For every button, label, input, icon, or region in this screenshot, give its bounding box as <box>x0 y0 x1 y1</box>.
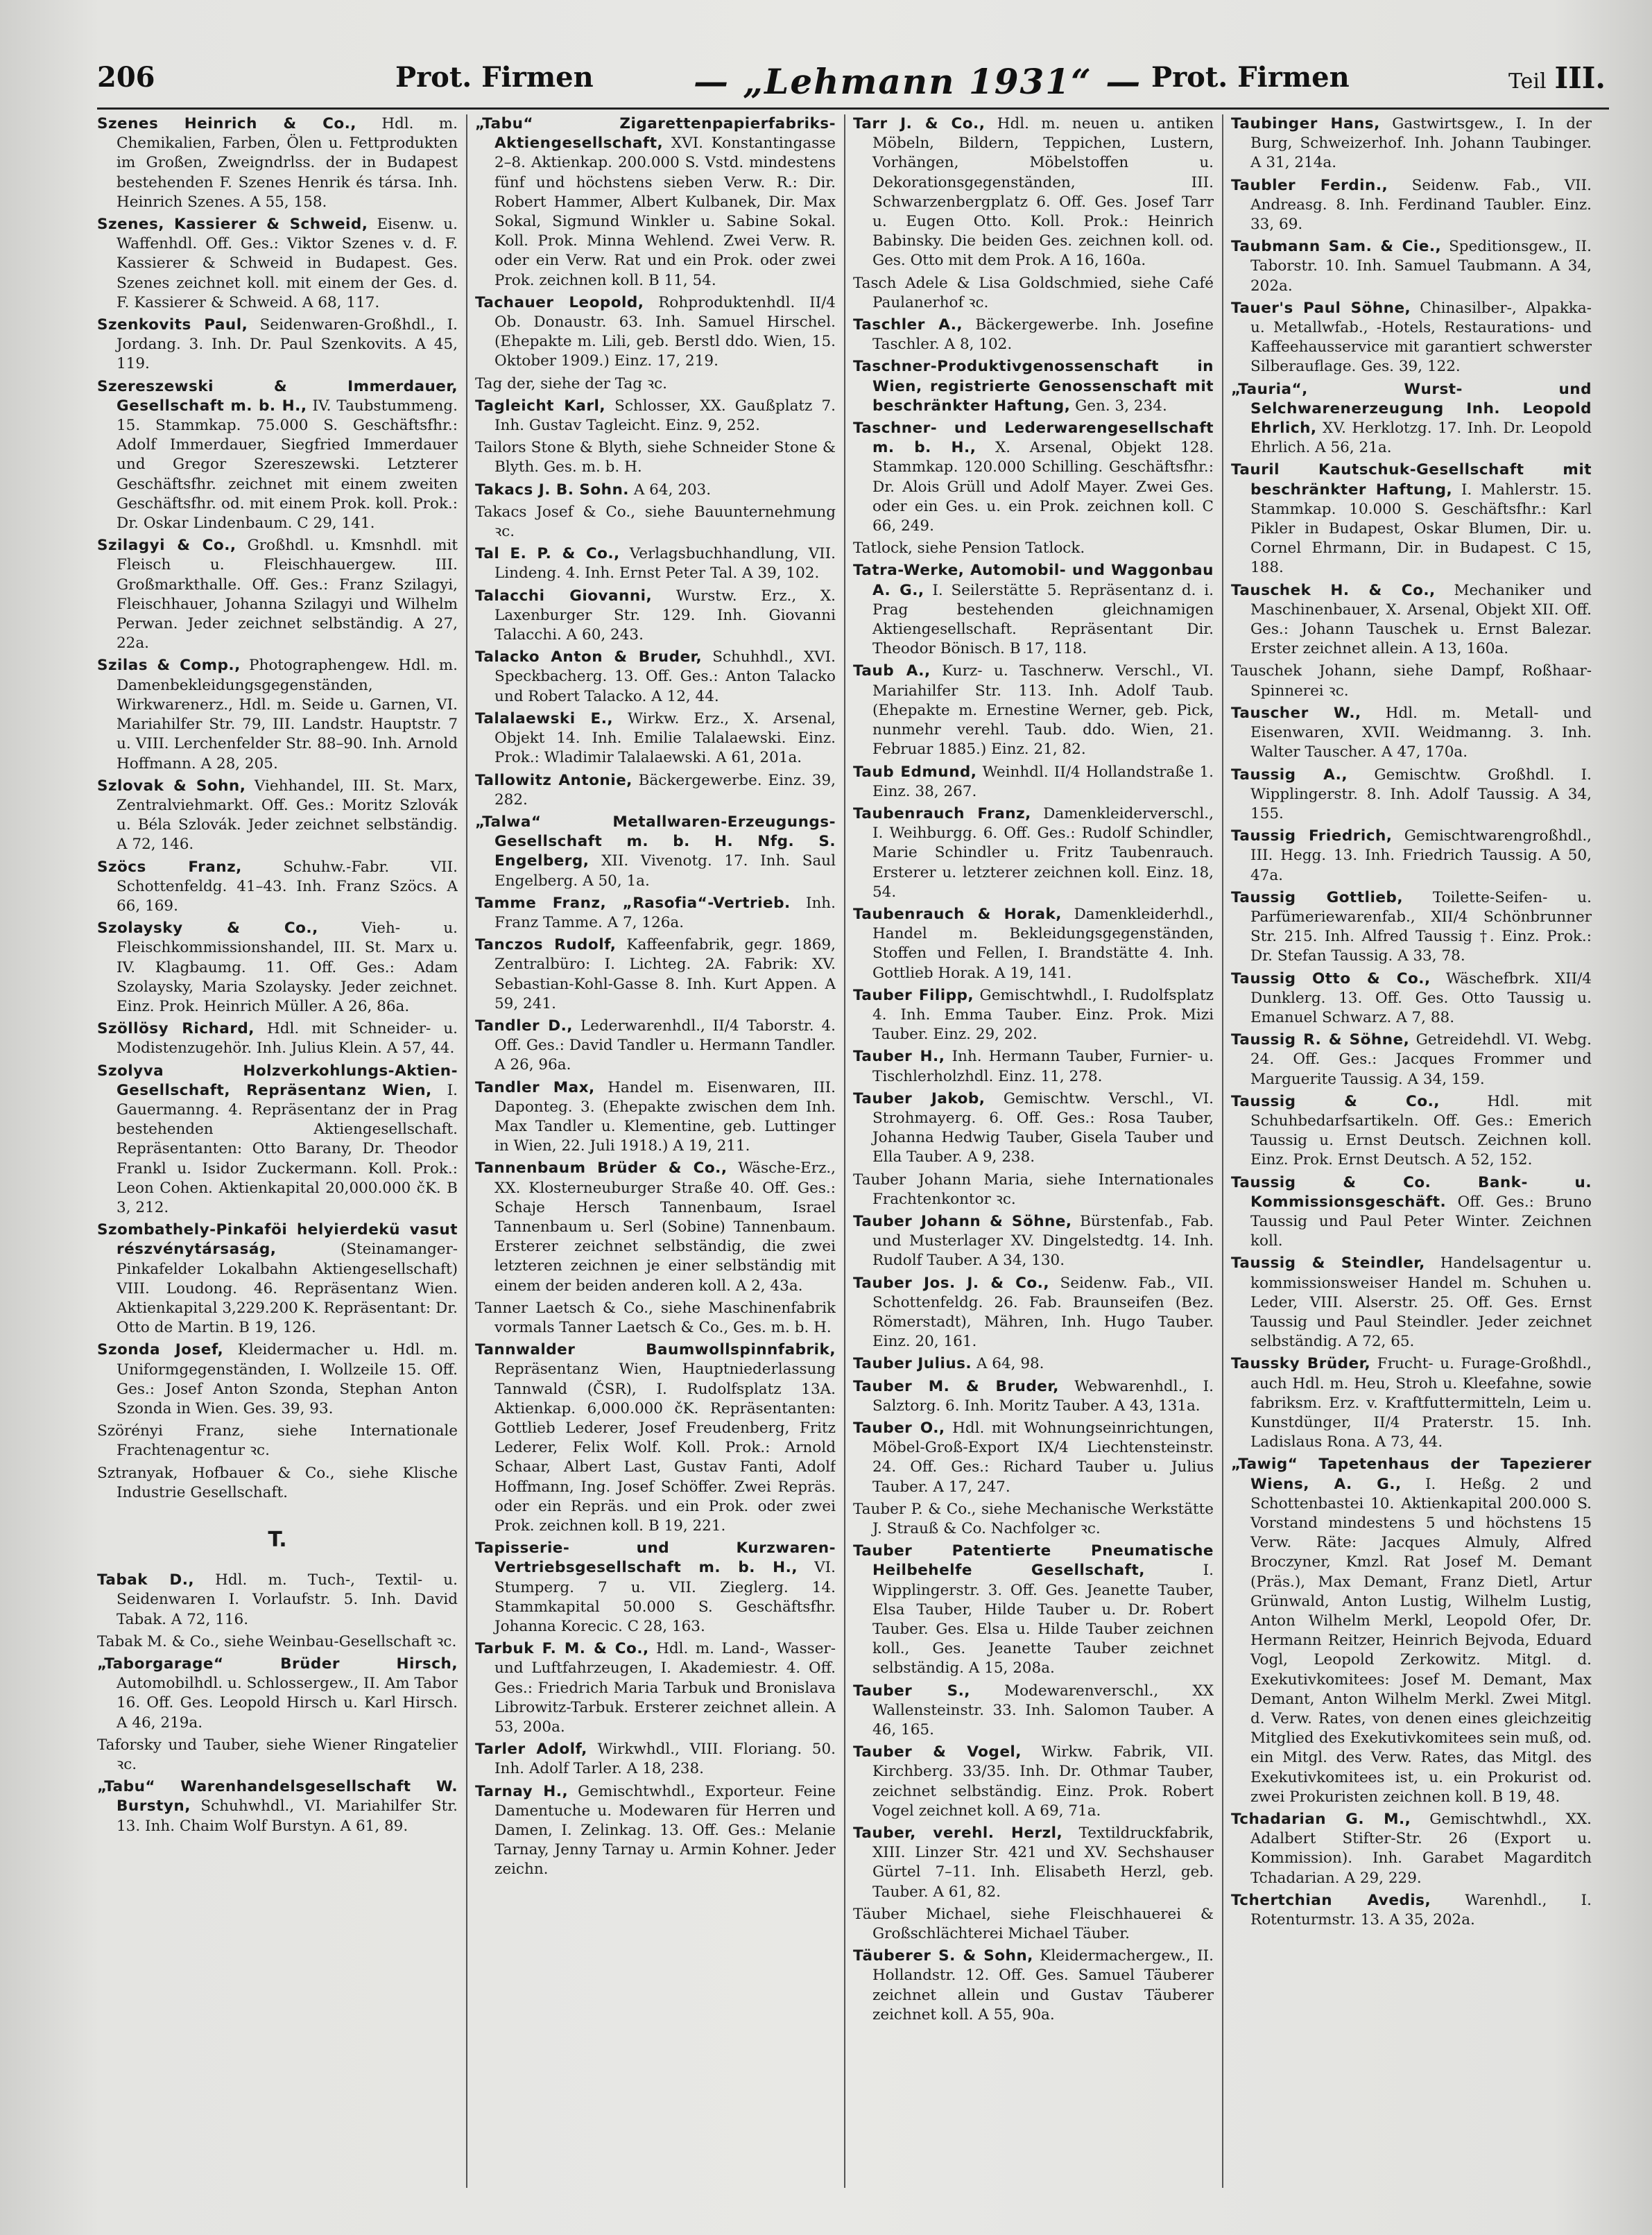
firm-name: Tauril Kautschuk-Gesellschaft mit beschränkter Haftung, <box>1231 461 1592 499</box>
directory-entry <box>853 1047 1214 1086</box>
directory-entry <box>475 1017 836 1076</box>
directory-entry <box>1231 299 1592 377</box>
directory-entry <box>853 986 1214 1045</box>
firm-name: Tauber Julius. <box>853 1355 972 1373</box>
entry-text: Gastwirtsgew., I. In der Burg, Schweizerhof. Inh. Johann Taubinger. A 31, 214a. <box>1250 115 1592 172</box>
entry-text: Inh. Hermann Tauber, Furnier- u. Tischlerholzhdl. Einz. 11, 278. <box>872 1048 1214 1085</box>
entry-text: Hdl. m. Tuch-, Textil- u. Seidenwaren I. Vorlaufstr. 5. Inh. David Tabak. A 72, 116. <box>117 1571 458 1628</box>
firm-name: Taubmann Sam. & Cie., <box>1231 238 1442 256</box>
directory-entry <box>475 587 836 646</box>
firm-name: Taussig & Co. Bank- u. Kommissionsgeschäft. <box>1231 1173 1592 1211</box>
firm-name: Tauber Filipp, <box>853 986 974 1004</box>
directory-entry <box>475 438 836 477</box>
entry-text: Getreidehdl. VI. Webg. 24. Off. Ges.: Jacques Frommer und Marguerite Taussig. A 34, 159. <box>1250 1031 1592 1088</box>
firm-name: Taussig R. & Söhne, <box>1231 1031 1410 1049</box>
entry-text: Seidenwaren-Großhdl., I. Jordang. 3. Inh. Dr. Paul Szenkovits. A 45, 119. <box>117 316 458 373</box>
entry-text: Automobilhdl. u. Schlossergew., II. Am Tabor 16. Off. Ges. Leopold Hirsch u. Karl Hirsch. A 46, 219a. <box>117 1675 458 1732</box>
firm-name: Tauber M. & Bruder, <box>853 1377 1059 1395</box>
directory-entry <box>475 1159 836 1295</box>
entry-text: Vieh- u. Fleischkommissionshandel, III. St. Marx u. IV. Klagbaumg. 11. Off. Ges.: Adam Szolaysky, Maria Szolaysky. Jeder zeichnet. Einz. Prok. Heinrich Müller. A 26, 86a. <box>117 920 458 1015</box>
directory-entry <box>1231 1030 1592 1089</box>
entry-text: Bäckergewerbe. Einz. 39, 282. <box>494 771 836 809</box>
firm-name: Tachauer Leopold, <box>475 293 644 311</box>
entry-text: Frucht- u. Furage-Großhdl., auch Hdl. m. Heu, Stroh u. Kleefahne, sowie fabriksm. Erz. v. Kraftfuttermitteln, Leim u. Kunstdünger, II/4 Praterstr. 15. Inh. Ladislaus Rona. A 73, 44. <box>1250 1355 1592 1451</box>
directory-entry <box>1231 827 1592 886</box>
directory-entry <box>475 293 836 372</box>
entry-text: Photographengew. Hdl. m. Damenbekleidungsgegenständen, Wirkwarenerz., Hdl. m. Seide u. Garnen, VI. Mariahilfer Str. 79, III. Landstr. Hauptstr. 7 u. VIII. Lerchenfelder Str. 88–90. Inh. Arnold Hoffmann. A 28, 205. <box>117 657 458 773</box>
entry-text: Weinhdl. II/4 Hollandstraße 1. Einz. 38, 267. <box>872 763 1214 800</box>
entry-text: I. Heßg. 2 und Schottenbastei 10. Aktienkapital 200.000 S. Vorstand mindestens 5 und höchstens 15 Verw. Räte: Jacques Almuly, Alfred Broczyner, Kmzl. Rat Josef M. Demant (Präs.), Max Demant, Franz Dietl, Artur Grünwald, Anton Lustig, Wilhelm Lustig, Anton Wilhelm Merkl, Leopold Ofer, Dr. Hermann Reitzer, Heinrich Bejvoda, Eduard Vogl, Leopold Zerkowitz. Mitgl. d. Exekutivkomitees: Josef M. Demant, Max Demant, Anton Wilhelm Merkl. Zwei Mitgl. d. Verw. Rates, von denen eines gleichzeitig Mitglied des Exekutivkomitees sein muß, od. ein Mitgl. des Verw. Rates, das Mitgl. des Exekutivkomitees ist, u. ein Prokurist od. zwei Prokuristen zeichnen koll. B 19, 48. <box>1250 1475 1592 1806</box>
entry-text: Webwarenhdl., I. Salztorg. 6. Inh. Moritz Tauber. A 43, 131a. <box>872 1377 1214 1415</box>
directory-entry <box>475 544 836 583</box>
firm-name: Taussky Brüder, <box>1231 1355 1371 1373</box>
firm-name: Tarler Adolf, <box>475 1741 587 1759</box>
directory-entry <box>853 1171 1214 1209</box>
directory-entry <box>1231 1891 1592 1930</box>
directory-entry <box>1231 581 1592 659</box>
entry-text: Lederwarenhdl., II/4 Taborstr. 4. Off. Ges.: David Tandler u. Hermann Tandler. A 26, 96a. <box>494 1017 836 1074</box>
firm-name: Tabak D., <box>97 1571 195 1589</box>
directory-entry <box>475 1539 836 1637</box>
firm-name: Taubinger Hans, <box>1231 115 1380 132</box>
directory-entry <box>475 503 836 542</box>
directory-entry <box>97 316 458 374</box>
entry-text: A 64, 203. <box>633 481 712 499</box>
entry-text: Tauber Johann Maria, siehe Internationales Frachtenkontor ꝛc. <box>853 1171 1214 1208</box>
entry-text: Tailors Stone & Blyth, siehe Schneider Stone & Blyth. Ges. m. b. H. <box>475 439 836 476</box>
firm-name: Taub A., <box>853 662 931 680</box>
entry-text: Gemischtw. Verschl., VI. Strohmayerg. 6. Off. Ges.: Rosa Tauber, Johanna Hedwig Tauber, Gisela Tauber und Ella Tauber. A 9, 238. <box>872 1089 1214 1166</box>
firm-name: Taubler Ferdin., <box>1231 176 1388 194</box>
directory-entry <box>1231 1092 1592 1171</box>
directory-entry <box>97 1777 458 1836</box>
directory-entry <box>1231 1173 1592 1252</box>
directory-entry <box>1231 176 1592 235</box>
firm-name: „Talwa“ Metallwaren-Erzeugungs-Gesellschaft m. b. H. Nfg. S. Engelberg, <box>475 813 836 870</box>
entry-text: Tatlock, siehe Pension Tatlock. <box>853 540 1085 558</box>
entry-text: Schlosser, XX. Gaußplatz 7. Inh. Gustav Tagleicht. Einz. 9, 252. <box>494 397 836 435</box>
directory-entry <box>475 1740 836 1779</box>
directory-entry <box>475 481 836 500</box>
directory-entry <box>475 709 836 768</box>
directory-entry <box>97 1019 458 1058</box>
firm-name: Tauer's Paul Söhne, <box>1231 299 1411 317</box>
columns <box>97 114 1609 2188</box>
firm-name: Tauber Jos. J. & Co., <box>853 1274 1050 1292</box>
firm-name: Tatra-Werke, Automobil- und Waggonbau A. G., <box>853 562 1214 599</box>
part-word: Teil <box>1508 69 1547 94</box>
firm-name: Szolaysky & Co., <box>97 920 318 938</box>
firm-name: Tandler Max, <box>475 1078 595 1096</box>
entry-text: XV. Herklotzg. 17. Inh. Dr. Leopold Ehrlich. A 56, 21a. <box>1250 420 1592 457</box>
directory-entry <box>1231 1254 1592 1352</box>
entry-text: I. Seilerstätte 5. Repräsentanz d. i. Prag bestehenden gleichnamigen Aktiengesellschaft. Repräsentant Dir. Theodor Bönisch. B 17, 118. <box>872 581 1214 658</box>
column-2 <box>475 114 836 2188</box>
firm-name: Taub Edmund, <box>853 763 977 781</box>
firm-name: Taschner- und Lederwarengesellschaft m. b. H., <box>853 420 1214 457</box>
directory-entry <box>97 656 458 773</box>
entry-text: Seidenw. Fab., VII. Schottenfeldg. 26. Fab. Braunseifen (Bez. Römerstadt), Mähren, Inh. Hugo Tauber. Einz. 20, 161. <box>872 1274 1214 1351</box>
directory-entry <box>97 777 458 855</box>
directory-entry <box>97 1655 458 1733</box>
entry-text: Damenkleiderhdl., Handel m. Bekleidungsgegenständen, Stoffen und Fellen, I. Brandstätte 4. Inh. Gottlieb Horak. A 19, 141. <box>872 905 1214 982</box>
entry-text: Kleidermacher u. Hdl. m. Uniformgegenständen, I. Wollzeile 15. Off. Ges.: Josef Anton Szonda, Stephan Anton Szonda in Wien. Ges. 39, 93. <box>117 1341 458 1417</box>
entry-text: Tabak M. & Co., siehe Weinbau-Gesellschaft ꝛc. <box>97 1632 457 1650</box>
entry-text: Tasch Adele & Lisa Goldschmied, siehe Café Paulanerhof ꝛc. <box>853 274 1214 311</box>
entry-text: Wirkw. Erz., X. Arsenal, Objekt 14. Inh. Emilie Talalaewski. Einz. Prok.: Wladimir Talalaewski. A 61, 201a. <box>494 709 836 767</box>
firm-name: Tauber S., <box>853 1682 970 1700</box>
column-divider <box>466 114 467 2188</box>
entry-text: Handel m. Eisenwaren, III. Daponteg. 3. (Ehepakte zwischen dem Inh. Max Tandler u. Klementine, geb. Luttinger in Wien, 22. Juli 1918.) A 19, 211. <box>494 1078 836 1155</box>
entry-text: Hdl. m. Metall- und Eisenwaren, XVII. Weidmanng. 3. Inh. Walter Tauscher. A 47, 170a. <box>1250 704 1592 761</box>
directory-entry <box>97 1571 458 1630</box>
directory-entry <box>475 935 836 1014</box>
directory-entry <box>853 1500 1214 1539</box>
firm-name: Szilagyi & Co., <box>97 537 236 555</box>
firm-name: Tauber, verehl. Herzl, <box>853 1824 1063 1843</box>
firm-name: Tauber H., <box>853 1048 945 1066</box>
directory-entry <box>853 1089 1214 1168</box>
entry-text: Bäckergewerbe. Inh. Josefine Taschler. A 8, 102. <box>872 316 1214 354</box>
directory-entry <box>97 1340 458 1419</box>
firm-name: „Tauria“, Wurst- und Selchwarenerzeugung Inh. Leopold Ehrlich, <box>1231 380 1592 438</box>
entry-text: XVI. Konstantingasse 2–8. Aktienkap. 200.000 S. Vstd. mindestens fünf und höchstens sieben Verw. R.: Dir. Robert Hammer, Albert Kulbanek, Dir. Max Sokal, Sigmund Winkler u. Sabine Sokal. Koll. Prok. Minna Wehlend. Zwei Verw. R. oder ein Verw. Rat und ein Prok. oder zwei Prok. zeichnen koll. B 11, 54. <box>494 135 836 289</box>
firm-name: Takacs J. B. Sohn. <box>475 481 629 499</box>
directory-entry <box>97 1632 458 1652</box>
entry-text: Szörényi Franz, siehe Internationale Frachtenagentur ꝛc. <box>97 1422 458 1460</box>
directory-entry <box>97 1464 458 1503</box>
column-1 <box>97 114 458 2188</box>
firm-name: Taussig A., <box>1231 766 1348 784</box>
firm-name: Tauber Johann & Söhne, <box>853 1212 1072 1230</box>
entry-text: Bürstenfab., Fab. und Musterlager XV. Dingelstedtg. 14. Inh. Rudolf Tauber. A 34, 130. <box>872 1212 1214 1270</box>
directory-entry <box>853 114 1214 271</box>
firm-name: Täuberer S. & Sohn, <box>853 1947 1033 1965</box>
entry-text: (Steinamanger-Pinkafelder Lokalbahn Aktiengesellschaft) VIII. Loudong. 46. Repräsentanz Wien. Aktienkapital 3,229.200 K. Repräsentant: Dr. Otto de Martin. B 19, 126. <box>117 1241 458 1337</box>
directory-entry <box>1231 969 1592 1028</box>
entry-text: Modewarenverschl., XX Wallensteinstr. 33. Inh. Salomon Tauber. A 46, 165. <box>872 1682 1214 1739</box>
firm-name: Talacko Anton & Bruder, <box>475 648 703 666</box>
firm-name: Talacchi Giovanni, <box>475 587 653 605</box>
entry-text: Tauschek Johann, siehe Dampf, Roßhaar-Spinnerei ꝛc. <box>1231 662 1592 700</box>
directory-entry <box>853 1274 1214 1352</box>
page-header <box>97 61 1609 103</box>
firm-name: Tauber Jakob, <box>853 1089 986 1107</box>
entry-text: I. Mahlerstr. 15. Stammkap. 10.000 S. Geschäftsfhr.: Karl Pikler in Budapest, Oskar Blumen, Dir. u. Cornel Ehrmann, Dir. in Budapest. C 15, 188. <box>1250 481 1592 577</box>
firm-name: Szenkovits Paul, <box>97 316 248 334</box>
directory-entry <box>475 813 836 891</box>
firm-name: Tarbuk F. M. & Co., <box>475 1640 649 1658</box>
firm-name: Tauber O., <box>853 1419 945 1437</box>
entry-text: Schuhwhdl., VI. Mariahilfer Str. 13. Inh. Chaim Wolf Burstyn. A 61, 89. <box>117 1797 458 1835</box>
directory-entry <box>97 377 458 534</box>
entry-text: Kleidermachergew., II. Hollandstr. 12. Off. Ges. Samuel Täuberer zeichnet allein und Gustav Täuberer zeichnet koll. A 55, 90a. <box>872 1947 1214 2023</box>
directory-entry <box>853 804 1214 902</box>
firm-name: Talalaewski E., <box>475 709 614 727</box>
directory-entry <box>1231 1810 1592 1888</box>
directory-entry <box>97 1422 458 1460</box>
directory-entry <box>97 536 458 653</box>
entry-text: Hdl. mit Wohnungseinrichtungen, Möbel-Groß-Export IX/4 Liechtensteinstr. 24. Off. Ges.: Richard Tauber u. Julius Tauber. A 17, 247. <box>872 1419 1214 1496</box>
firm-name: Tannenbaum Brüder & Co., <box>475 1159 728 1177</box>
entry-text: Wäsche-Erz., XX. Klosterneuburger Straße 40. Off. Ges.: Schaje Hersch Tannenbaum, Israel Tannenbaum u. Serl (Sobine) Tannenbaum. Ersterer zeichnet selbständig, die zwei letzteren zeichnen je einer selbständig mit einem der beiden anderen koll. A 2, 43a. <box>494 1159 836 1295</box>
directory-entry <box>97 919 458 1017</box>
entry-text: Taforsky und Tauber, siehe Wiener Ringatelier ꝛc. <box>97 1736 458 1774</box>
firm-name: Szonda Josef, <box>97 1341 224 1359</box>
firm-name: Tagleicht Karl, <box>475 397 606 415</box>
column-divider <box>844 114 845 2188</box>
directory-entry <box>475 894 836 933</box>
directory-entry <box>475 1782 836 1880</box>
entry-text: Sztranyak, Hofbauer & Co., siehe Klische Industrie Gesellschaft. <box>97 1464 458 1501</box>
entry-text: Kurz- u. Taschnerw. Verschl., VI. Mariahilfer Str. 113. Inh. Adolf Taub. (Ehepakte m. Ernestine Werner, geb. Pick, nunmehr verehl. Taub. ddo. Wien, 21. Februar 1885.) Einz. 21, 82. <box>872 662 1214 759</box>
directory-entry <box>97 858 458 917</box>
directory-entry <box>475 397 836 435</box>
header-right-title: Prot. Firmen <box>1151 61 1350 94</box>
entry-text: Hdl. m. Land-, Wasser- und Luftfahrzeugen, I. Akademiestr. 4. Off. Ges.: Friedrich Maria Tarbuk und Bronislava Librowitz-Tarbuk. Ersterer zeichnet allein. A 53, 200a. <box>494 1640 836 1736</box>
entry-text: Inh. Franz Tamme. A 7, 126a. <box>494 894 836 931</box>
firm-name: Tamme Franz, „Rasofia“-Vertrieb. <box>475 894 791 912</box>
entry-text: Handelsagentur u. kommissionsweiser Handel m. Schuhen u. Leder, VIII. Alserstr. 25. Off. Ges. Ernst Taussig und Paul Steindler. Jeder zeichnet selbständig. A 72, 65. <box>1250 1254 1592 1351</box>
firm-name: Szenes Heinrich & Co., <box>97 115 356 132</box>
part-number: III. <box>1554 61 1606 95</box>
directory-entry <box>1231 380 1592 458</box>
column-4 <box>1231 114 1592 2188</box>
firm-name: Tarnay H., <box>475 1782 569 1800</box>
firm-name: Tchertchian Avedis, <box>1231 1891 1431 1909</box>
directory-entry <box>853 1905 1214 1944</box>
firm-name: Szöcs Franz, <box>97 858 242 876</box>
entry-text: Seidenw. Fab., VII. Andreasg. 8. Inh. Ferdinand Taubler. Einz. 33, 69. <box>1250 176 1592 234</box>
directory-entry <box>97 215 458 313</box>
firm-name: Taussig & Co., <box>1231 1092 1440 1110</box>
directory-entry <box>97 114 458 212</box>
entry-text: Speditionsgew., II. Taborstr. 10. Inh. Samuel Taubmann. A 34, 202a. <box>1250 238 1592 295</box>
directory-entry <box>853 1947 1214 2025</box>
entry-text: Mechaniker und Maschinenbauer, X. Arsenal, Objekt XII. Off. Ges.: Johann Tauschek u. Ernst Balezar. Erster zeichnet allein. A 13, 160a. <box>1250 581 1592 658</box>
directory-entry <box>97 1062 458 1218</box>
entry-text: Toilette-Seifen- u. Parfümeriewarenfab., XII/4 Schönbrunner Str. 215. Inh. Alfred Taussig †. Einz. Prok.: Dr. Stefan Taussig. A 33, 78. <box>1250 888 1592 965</box>
firm-name: Tauber & Vogel, <box>853 1743 1022 1761</box>
entry-text: Wirkwhdl., VIII. Floriang. 50. Inh. Adolf Tarler. A 18, 238. <box>494 1741 836 1778</box>
directory-entry <box>853 1824 1214 1902</box>
entry-text: XII. Vivenotg. 17. Inh. Saul Engelberg. A 50, 1a. <box>494 852 836 890</box>
firm-name: Szolyva Holzverkohlungs-Aktien-Gesellschaft, Repräsentanz Wien, <box>97 1062 458 1099</box>
firm-name: Taubenrauch & Horak, <box>853 905 1062 923</box>
entry-text: Schuhhdl., XVI. Speckbacherg. 13. Off. Ges.: Anton Talacko und Robert Talacko. A 12, 44. <box>494 648 836 705</box>
firm-name: Szilas & Comp., <box>97 657 241 675</box>
firm-name: Szöllösy Richard, <box>97 1020 255 1038</box>
entry-text: Großhdl. u. Kmsnhdl. mit Fleisch u. Fleischhauergew. III. Großmarkthalle. Off. Ges.: Franz Szilagyi, Fleischhauer, Johanna Szilagyi und Wilhelm Perwan. Jeder zeichnet selbständig. A 27, 22a. <box>117 537 458 653</box>
entry-text: Off. Ges.: Bruno Taussig und Paul Peter Winter. Zeichnen koll. <box>1250 1193 1592 1250</box>
entry-text: Gemischtw. Großhdl. I. Wipplingerstr. 8. Inh. Adolf Taussig. A 34, 155. <box>1250 766 1592 822</box>
firm-name: Tannwalder Baumwollspinnfabrik, <box>475 1341 836 1359</box>
entry-text: Verlagsbuchhandlung, VII. Lindeng. 4. Inh. Ernst Peter Tal. A 39, 102. <box>494 545 836 583</box>
entry-text: X. Arsenal, Objekt 128. Stammkap. 120.000 Schilling. Geschäftsfhr.: Dr. Alois Grüll und Adolf Mayer. Zwei Ges. oder ein Ges. u. ein Prok. zeichnen koll. C 66, 249. <box>872 439 1214 535</box>
entry-text: Viehhandel, III. St. Marx, Zentralviehmarkt. Off. Ges.: Moritz Szlovák u. Béla Szlovák. Jeder zeichnet selbständig. A 72, 146. <box>117 777 458 854</box>
directory-entry <box>853 539 1214 558</box>
directory-entry <box>475 1299 836 1338</box>
header-center-title: — „Lehmann 1931“ — <box>694 61 1142 102</box>
header-rule <box>97 107 1609 110</box>
entry-text: Tag der, siehe der Tag ꝛc. <box>475 374 667 392</box>
entry-text: Rohproduktenhdl. II/4 Ob. Donaustr. 63. Inh. Samuel Hirschel. (Ehepakte m. Lili, geb. Berstl ddo. Wien, 15. Oktober 1909.) Einz. 17, 219. <box>494 293 836 370</box>
directory-entry <box>853 1743 1214 1821</box>
directory-entry <box>97 1736 458 1775</box>
directory-entry <box>853 316 1214 354</box>
directory-entry <box>1231 766 1592 825</box>
entry-text: Repräsentanz Wien, Hauptniederlassung Tannwald (ČSR), I. Rudolfsplatz 13A. Aktienkap. 6,000.000 čK. Repräsentanten: Gottlieb Lederer, Josef Freudenberg, Fritz Lederer, Felix Wolf. Koll. Prok.: Arnold Schaar, Albert Last, Gustav Fanti, Adolf Hoffmann, Ing. Josef Schöffer. Zwei Repräs. oder ein Repräs. und ein Prok. oder zwei Prok. zeichnen koll. B 19, 221. <box>494 1361 836 1535</box>
directory-entry <box>853 763 1214 802</box>
entry-text: Wäschefbrk. XII/4 Dunklerg. 13. Off. Ges. Otto Taussig u. Emanuel Schwarz. A 7, 88. <box>1250 969 1592 1026</box>
entry-text: Eisenw. u. Waffenhdl. Off. Ges.: Viktor Szenes v. d. F. Kassierer & Schweid in Budapest. Ges. Szenes zeichnet koll. mit einem der Ges. d. F. Kassierer & Schweid. A 68, 117. <box>117 216 458 311</box>
directory-entry <box>1231 662 1592 700</box>
entry-text: A 64, 98. <box>976 1355 1044 1373</box>
directory-entry <box>1231 704 1592 763</box>
firm-name: Szereszewski & Immerdauer, Gesellschaft m. b. H., <box>97 377 458 415</box>
directory-entry <box>475 771 836 810</box>
entry-text: Hdl. mit Schneider- u. Modistenzugehör. Inh. Julius Klein. A 57, 44. <box>117 1020 458 1058</box>
firm-name: „Tabu“ Warenhandelsgesellschaft W. Burstyn, <box>97 1778 458 1815</box>
firm-name: Taschler A., <box>853 316 963 334</box>
firm-name: „Taborgarage“ Brüder Hirsch, <box>97 1655 458 1673</box>
directory-entry <box>475 1340 836 1536</box>
entry-text: Tauber P. & Co., siehe Mechanische Werkstätte J. Strauß & Co. Nachfolger ꝛc. <box>853 1500 1214 1538</box>
firm-name: Tarr J. & Co., <box>853 115 986 132</box>
firm-name: Taussig Otto & Co., <box>1231 969 1431 987</box>
firm-name: Tauschek H. & Co., <box>1231 581 1436 599</box>
firm-name: Szenes, Kassierer & Schweid, <box>97 216 368 234</box>
entry-text: Chinasilber-, Alpakka- u. Metallwfab., -Hotels, Restaurations- und Kaffeehausservice mit garantiert schwerster Silberauflage. Ges. 39, 122. <box>1250 299 1592 376</box>
firm-name: „Tawig“ Tapetenhaus der Tapezierer Wiens, A. G., <box>1231 1456 1592 1493</box>
directory-entry <box>1231 237 1592 296</box>
directory-entry <box>853 905 1214 983</box>
entry-text: IV. Taubstummeng. 15. Stammkap. 75.000 S. Geschäftsfhr.: Adolf Immerdauer, Siegfried Immerdauer und Gregor Szereszewski. Letzterer Geschäftsfhr. zeichnet mit einem zweiten Geschäftsfhr. od. mit einem Prok. koll. Prok.: Dr. Oskar Lindenbaum. C 29, 141. <box>117 397 458 533</box>
entry-text: Gemischtwarengroßhdl., III. Hegg. 13. Inh. Friedrich Taussig. A 50, 47a. <box>1250 827 1592 884</box>
firm-name: Taussig Gottlieb, <box>1231 888 1403 906</box>
directory-entry <box>475 1639 836 1737</box>
entry-text: Hdl. m. Chemikalien, Farben, Ölen u. Fettprodukten im Großen, Zweigndrlss. der in Budapest bestehenden F. Szenes Henrik és társa. Inh. Heinrich Szenes. A 55, 158. <box>117 115 458 211</box>
entry-text: Gen. 3, 234. <box>1075 397 1167 415</box>
directory-entry <box>853 1682 1214 1741</box>
firm-name: Tapisserie- und Kurzwaren-Vertriebsgesellschaft m. b. H., <box>475 1539 836 1577</box>
directory-entry <box>475 1078 836 1157</box>
firm-name: Tanczos Rudolf, <box>475 936 617 954</box>
entry-text: Täuber Michael, siehe Fleischhauerei & Großschlächterei Michael Täuber. <box>853 1905 1214 1943</box>
column-divider <box>1222 114 1223 2188</box>
directory-entry <box>853 357 1214 416</box>
directory-entry <box>475 648 836 707</box>
directory-entry <box>853 1419 1214 1497</box>
entry-text: Hdl. m. neuen u. antiken Möbeln, Bildern, Teppichen, Lustern, Vorhängen, Möbelstoffen u. Dekorationsgegenständen, III. Schwarzenbergplatz 6. Off. Ges. Josef Tarr u. Eugen Otto. Koll. Prok.: Heinrich Babinsky. Die beiden Ges. zeichnen koll. od. Ges. Otto mit dem Prok. A 16, 160a. <box>872 115 1214 270</box>
directory-entry <box>1231 888 1592 967</box>
entry-text: Damenkleiderverschl., I. Weihburgg. 6. Off. Ges.: Rudolf Schindler, Marie Schindler u. Fritz Taubenrauch. Ersterer u. letzterer zeichnen koll. Einz. 18, 54. <box>872 804 1214 901</box>
firm-name: Tal E. P. & Co., <box>475 545 620 563</box>
firm-name: Taussig & Steindler, <box>1231 1254 1425 1272</box>
entry-text: VI. Stumperg. 7 u. VII. Zieglerg. 14. Stammkapital 50.000 S. Geschäftsfhr. Johanna Korecic. C 28, 163. <box>494 1559 836 1636</box>
firm-name: Szombathely-Pinkaföi helyierdekü vasut részvénytársaság, <box>97 1221 458 1259</box>
firm-name: Tchadarian G. M., <box>1231 1811 1411 1829</box>
section-letter: T. <box>268 1528 287 1553</box>
directory-entry <box>475 374 836 394</box>
entry-text: Gemischtwhdl., I. Rudolfsplatz 4. Inh. Emma Tauber. Einz. Prok. Mizi Tauber. Einz. 29, 202. <box>872 986 1214 1044</box>
firm-name: „Tabu“ Zigarettenpapierfabriks-Aktiengesellschaft, <box>475 115 836 153</box>
directory-entry <box>853 274 1214 313</box>
firm-name: Taschner-Produktivgenossenschaft in Wien, registrierte Genossenschaft mit beschränkter Haftung, <box>853 358 1214 415</box>
directory-entry <box>97 1220 458 1338</box>
firm-name: Tandler D., <box>475 1017 573 1035</box>
entry-text: Hdl. mit Schuhbedarfsartikeln. Off. Ges.: Emerich Taussig u. Ernst Deutsch. Zeichnen koll. Einz. Prok. Ernst Deutsch. A 52, 152. <box>1250 1092 1592 1169</box>
directory-entry <box>853 1377 1214 1416</box>
directory-entry <box>1231 460 1592 578</box>
entry-text: Takacs Josef & Co., siehe Bauunternehmung ꝛc. <box>475 503 836 541</box>
entry-text: Schuhw.-Fabr. VII. Schottenfeldg. 41–43. Inh. Franz Szöcs. A 66, 169. <box>117 858 458 915</box>
entry-text: Kaffeenfabrik, gegr. 1869, Zentralbüro: I. Lichteg. 2A. Fabrik: XV. Sebastian-Kohl-Gasse 8. Inh. Kurt Appen. A 59, 241. <box>494 936 836 1012</box>
directory-entry <box>1231 1354 1592 1452</box>
entry-text: Wirkw. Fabrik, VII. Kirchberg. 33/35. Inh. Dr. Othmar Tauber, zeichnet selbständig. Einz. Prok. Robert Vogel zeichnet koll. A 69, 71a. <box>872 1743 1214 1820</box>
firm-name: Taussig Friedrich, <box>1231 827 1393 845</box>
entry-text: I. Gauermanng. 4. Repräsentanz der in Prag bestehenden Aktiengesellschaft. Repräsentanten: Otto Barany, Dr. Theodor Frankl u. Isidor Zuckermann. Koll. Prok.: Leon Cohen. Aktienkapital 20,000.000 čK. B 3, 212. <box>117 1081 458 1216</box>
entry-text: I. Wipplingerstr. 3. Off. Ges. Jeanette Tauber, Elsa Tauber, Hilde Tauber u. Dr. Robert Tauber. Ges. Elsa u. Hilde Tauber zeichnen koll., Ges. Jeanette Tauber zeichnet selbständig. A 15, 208a. <box>872 1562 1214 1677</box>
directory-entry <box>1231 1455 1592 1807</box>
entry-text: Wurstw. Erz., X. Laxenburger Str. 129. Inh. Giovanni Talacchi. A 60, 243. <box>494 587 836 644</box>
directory-entry <box>853 1354 1214 1374</box>
directory-entry <box>1231 114 1592 173</box>
entry-text: Warenhdl., I. Rotenturmstr. 13. A 35, 202a. <box>1250 1891 1592 1929</box>
directory-entry <box>853 419 1214 536</box>
entry-text: Gemischtwhdl., Exporteur. Feine Damentuche u. Modewaren für Herren und Damen, I. Zelinkag. 13. Off. Ges.: Melanie Tarnay, Jenny Tarnay u. Armin Kohner. Jeder zeichn. <box>494 1782 836 1879</box>
entry-text: Gemischtwhdl., XX. Adalbert Stifter-Str. 26 (Export u. Kommission). Inh. Garabet Magarditch Tchadarian. A 29, 229. <box>1250 1811 1592 1887</box>
directory-entry <box>853 1542 1214 1678</box>
directory-entry <box>853 1212 1214 1271</box>
directory-entry <box>475 114 836 291</box>
entry-text: Tanner Laetsch & Co., siehe Maschinenfabrik vormals Tanner Laetsch & Co., Ges. m. b. H. <box>475 1299 836 1336</box>
firm-name: Taubenrauch Franz, <box>853 804 1031 822</box>
directory-entry <box>853 561 1214 659</box>
entry-text: Textildruckfabrik, XIII. Linzer Str. 421 und XV. Sechshauser Gürtel 7–11. Inh. Elisabeth Herzl, geb. Tauber. A 61, 82. <box>872 1824 1214 1901</box>
part-label <box>1508 61 1606 95</box>
firm-name: Szlovak & Sohn, <box>97 777 246 795</box>
column-3 <box>853 114 1214 2188</box>
firm-name: Tallowitz Antonie, <box>475 771 633 789</box>
page-number: 206 <box>97 61 155 94</box>
directory-entry <box>853 662 1214 759</box>
header-left-title: Prot. Firmen <box>395 61 594 94</box>
firm-name: Tauber Patentierte Pneumatische Heilbehelfe Gesellschaft, <box>853 1542 1214 1580</box>
firm-name: Tauscher W., <box>1231 704 1361 722</box>
